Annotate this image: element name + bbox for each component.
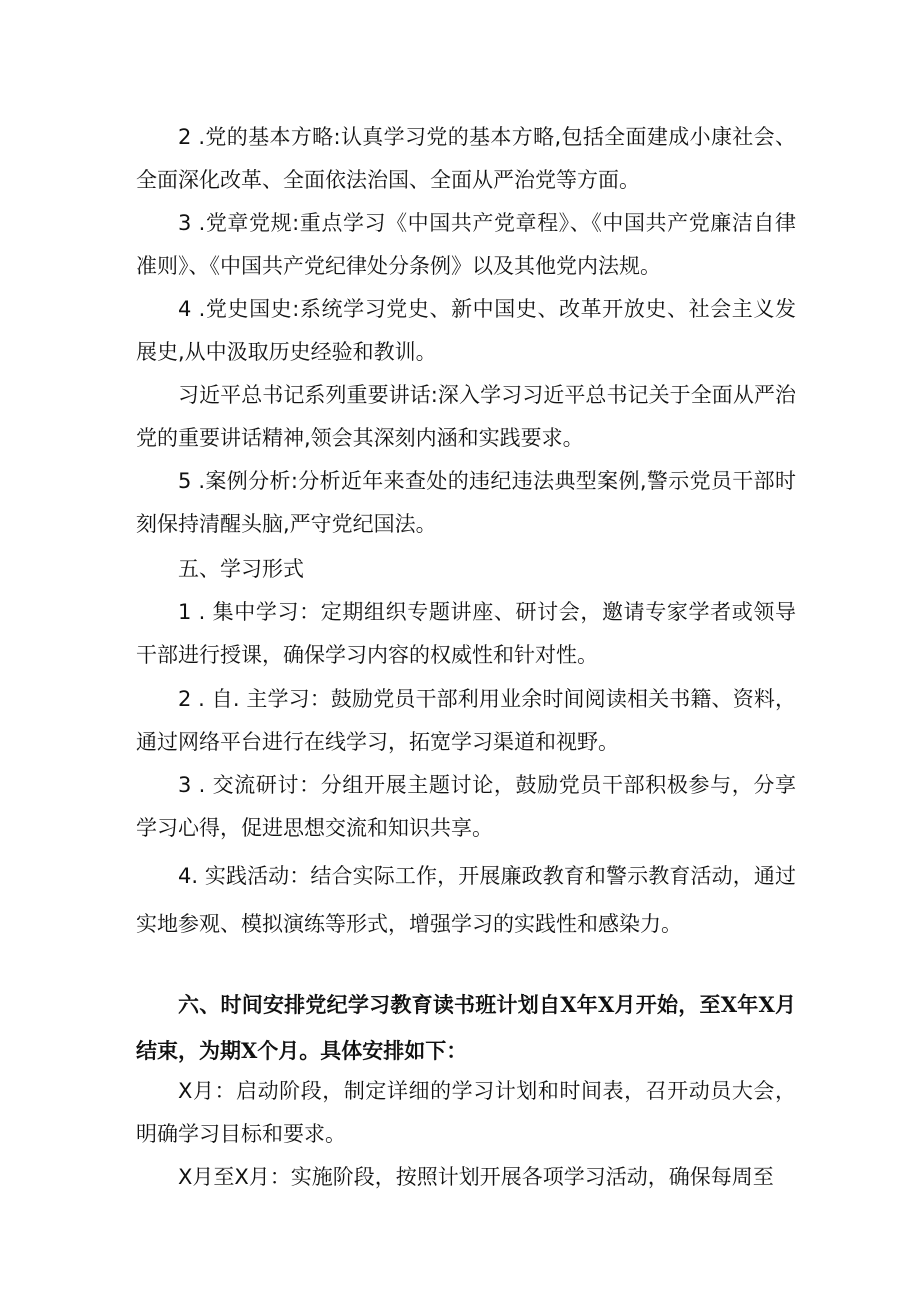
paragraph-basic-strategy: 2 .党的基本方略:认真学习党的基本方略,包括全面建成小康社会、全面深化改革、全面依法治国、全面从严治党等方面。 xyxy=(136,125,796,192)
section-heading-study-forms: 五、学习形式 xyxy=(178,557,304,581)
paragraph-party-constitution: 3 .党章党规:重点学习《中国共产党章程》、《中国共产党廉洁自律准则》、《中国共产党纪律处分条例》以及其他党内法规。 xyxy=(136,211,796,278)
paragraph-launch-stage: X月：启动阶段，制定详细的学习计划和时间表，召开动员大会，明确学习目标和要求。 xyxy=(136,1079,796,1146)
section-heading-schedule: 六、时间安排党纪学习教育读书班计划自X年X月开始，至X年X月结束，为期X个月。具体安排如下： xyxy=(136,992,796,1063)
paragraph-centralized-study: 1 . 集中学习：定期组织专题讲座、研讨会，邀请专家学者或领导干部进行授课，确保学习内容的权威性和针对性。 xyxy=(136,600,796,667)
paragraph-self-study: 2 . 自. 主学习：鼓励党员干部利用业余时间阅读相关书籍、资料，通过网络平台进行在线学习，拓宽学习渠道和视野。 xyxy=(136,687,796,754)
paragraph-practice-activities: 4. 实践活动：结合实际工作，开展廉政教育和警示教育活动，通过实地参观、模拟演练等形式，增强学习的实践性和感染力。 xyxy=(136,864,796,936)
paragraph-implementation-stage: X月至X月：实施阶段，按照计划开展各项学习活动，确保每周至 xyxy=(178,1165,774,1189)
paragraph-case-analysis: 5 .案例分析:分析近年来查处的违纪违法典型案例,警示党员干部时刻保持清醒头脑,严守党纪国法。 xyxy=(136,469,796,536)
paragraph-exchange-discussion: 3 . 交流研讨：分组开展主题讨论，鼓励党员干部积极参与，分享学习心得，促进思想交流和知识共享。 xyxy=(136,773,796,840)
paragraph-party-history: 4 .党史国史:系统学习党史、新中国史、改革开放史、社会主义发展史,从中汲取历史经验和教训。 xyxy=(136,297,796,364)
paragraph-important-speeches: 习近平总书记系列重要讲话:深入学习习近平总书记关于全面从严治党的重要讲话精神,领会其深刻内涵和实践要求。 xyxy=(136,383,796,450)
